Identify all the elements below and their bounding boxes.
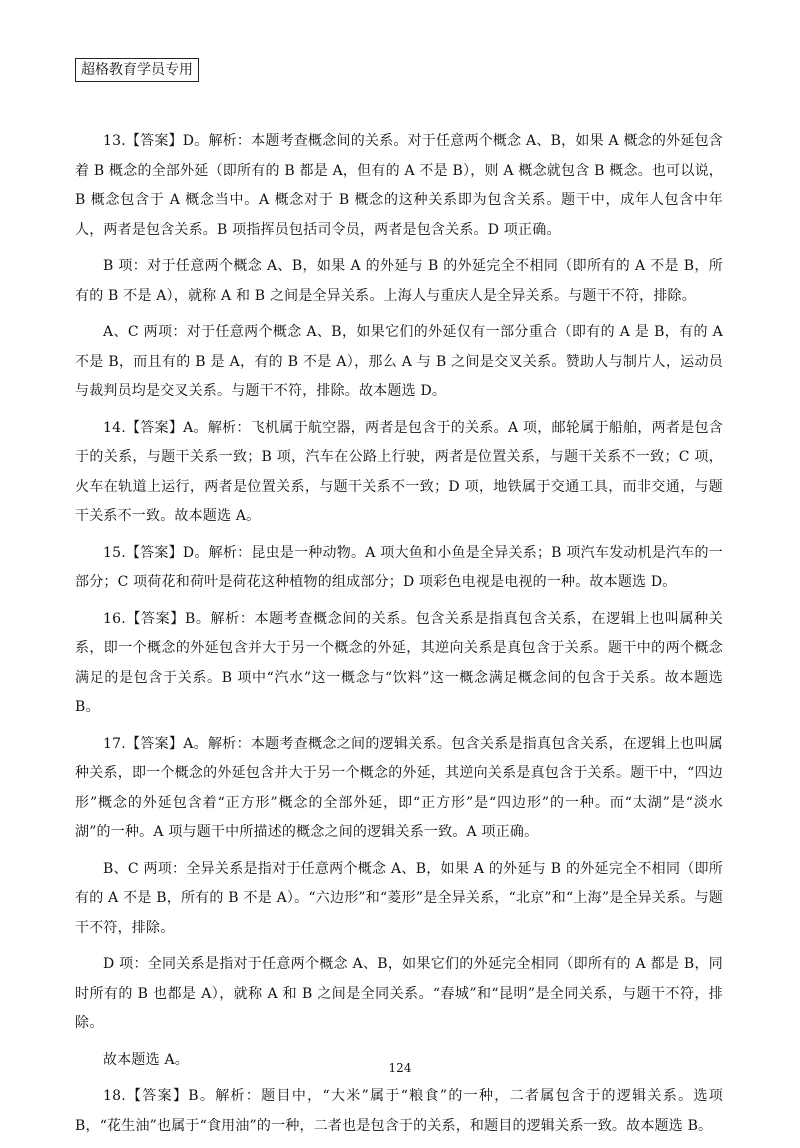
paragraph-q17-conclusion: 故本题选 A。 xyxy=(103,1051,189,1068)
paragraph-q13-option-b: B 项：对于任意两个概念 A、B，如果 A 的外延与 B 的外延完全不相同（即所有的 A 不是 B，所有的 B 不是 A），就称 A 和 B 之间是全异关系。上海人与重庆人是全异关系。与题干不符，排除。 xyxy=(75,258,723,304)
paragraph-q13-options-a-c: A、C 两项：对于任意两个概念 A、B，如果它们的外延仅有一部分重合（即有的 A 是 B，有的 A 不是 B，而且有的 B 是 A，有的 B 不是 A），那么 A 与 B 之间是交叉关系。赞助人与制片人，运动员与裁判员均是交叉关系。与题干不符，排除。故本题选 D。 xyxy=(75,324,723,399)
paragraph-q15: 15.【答案】D。解析：昆虫是一种动物。A 项大鱼和小鱼是全异关系；B 项汽车发动机是汽车的一部分；C 项荷花和荷叶是荷花这种植物的组成部分；D 项彩色电视是电视的一种。故本题选 D。 xyxy=(75,544,723,590)
paragraph-q13: 13.【答案】D。解析：本题考查概念间的关系。对于任意两个概念 A、B，如果 A 概念的外延包含着 B 概念的全部外延（即所有的 B 都是 A，但有的 A 不是 B），则 A 概念就包含 B 概念。也可以说，B 概念包含于 A 概念当中。A 概念对于 B 概念的这种关系即为包含关系。题干中，成年人包含中年人，两者是包含关系。B 项指挥员包括司令员，两者是包含关系。D 项正确。 xyxy=(75,133,723,238)
paragraph-q17-option-d: D 项：全同关系是指对于任意两个概念 A、B，如果它们的外延完全相同（即所有的 A 都是 B，同时所有的 B 也都是 A），就称 A 和 B 之间是全同关系。“春城”和“昆明”是全同关系，与题干不符，排除。 xyxy=(75,956,723,1031)
paragraph-q14: 14.【答案】A。解析：飞机属于航空器，两者是包含于的关系。A 项，邮轮属于船舶，两者是包含于的关系，与题干关系一致；B 项，汽车在公路上行驶，两者是位置关系，与题干关系不一致；C 项，火车在轨道上运行，两者是位置关系，与题干关系不一致；D 项，地铁属于交通工具，而非交通，与题干关系不一致。故本题选 A。 xyxy=(75,419,723,524)
paragraph-q17: 17.【答案】A。解析：本题考查概念之间的逻辑关系。包含关系是指真包含关系，在逻辑上也叫属种关系，即一个概念的外延包含并大于另一个概念的外延，其逆向关系是真包含于关系。题干中，“四边形”概念的外延包含着“正方形”概念的全部外延，即“正方形”是“四边形”的一种。而“太湖”是“淡水湖”的一种。A 项与题干中所描述的概念之间的逻辑关系一致。A 项正确。 xyxy=(75,735,723,840)
paragraph-q17-options-b-c: B、C 两项：全异关系是指对于任意两个概念 A、B，如果 A 的外延与 B 的外延完全不相同（即所有的 A 不是 B，所有的 B 不是 A）。“六边形”和“菱形”是全异关系，“北京”和“上海”是全异关系。与题干不符，排除。 xyxy=(75,860,723,936)
paragraph-q18: 18.【答案】B。解析：题目中，“大米”属于“粮食”的一种，二者属包含于的逻辑关系。选项 B，“花生油”也属于“食用油”的一种，二者也是包含于的关系，和题目的逻辑关系一致。故本题选 B。 xyxy=(75,1088,723,1134)
answer-explanations xyxy=(75,127,723,1148)
header-label: 超格教育学员专用 xyxy=(75,58,199,82)
paragraph-q16: 16.【答案】B。解析：本题考查概念间的关系。包含关系是指真包含关系，在逻辑上也叫属种关系，即一个概念的外延包含并大于另一个概念的外延，其逆向关系是真包含于关系。题干中的两个概念满足的是包含于关系。B 项中“汽水”这一概念与“饮料”这一概念满足概念间的包含于关系。故本题选 B。 xyxy=(75,610,723,715)
page-number: 124 xyxy=(388,1061,412,1075)
